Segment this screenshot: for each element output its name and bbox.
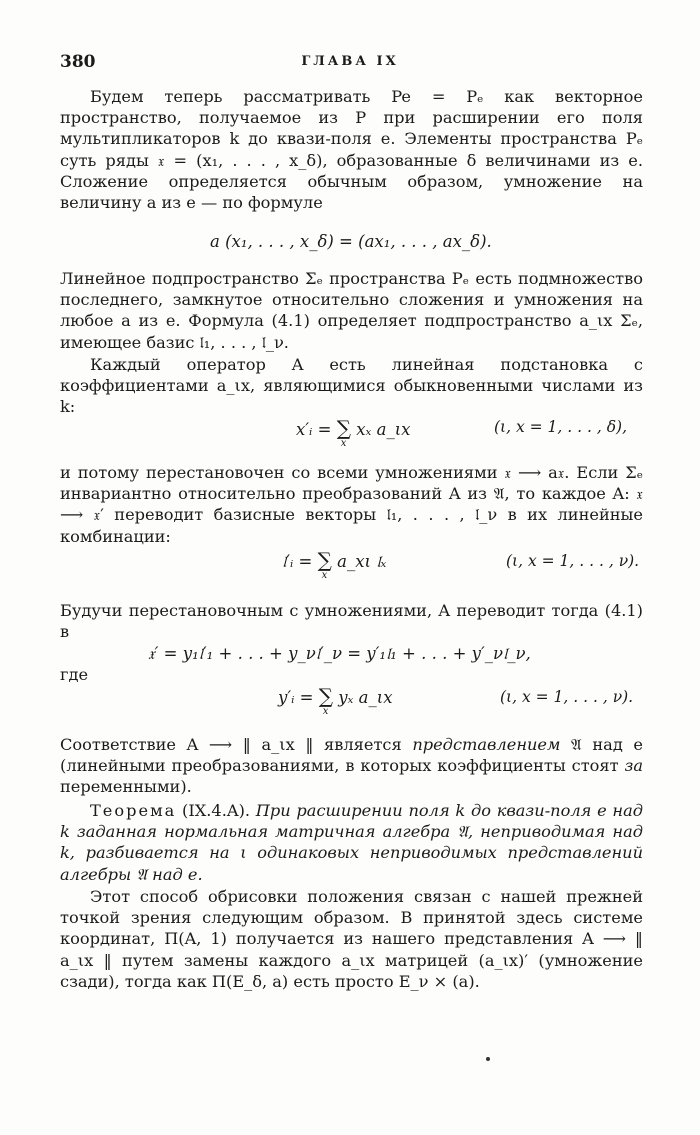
paragraph-connection: Этот способ обрисовки положения связан с нашей прежней точкой зрения следующим образом. В принятой здесь системе координат, Π(A, 1) получается из нашего представления A ⟶ ‖ a_ιx ‖ путем замены каждого a_ιx матрицей (a_ιx)′ (умножение сзади), тогда как Π(E_δ, a) есть просто E_ν × (a). xyxy=(60,887,643,991)
formula-range: (ι, x = 1, . . . , ν). xyxy=(506,552,640,570)
formula-scalar-multiplication: a (x₁, . . . , x_δ) = (ax₁, . . . , ax_δ). xyxy=(210,232,492,251)
paragraph-permutable: и потому перестановочен со всеми умножениями 𝔵 ⟶ a𝔵. Если Σₑ инвариантно относительно преобразований A из 𝔄, то каждое A: 𝔵 ⟶ 𝔵′ переводит базисные векторы 𝔩₁, . . . , 𝔩_ν в их линейные комбинации: xyxy=(60,463,643,546)
formula-linear-substitution xyxy=(296,416,411,449)
print-speck xyxy=(486,1057,490,1061)
theorem-block xyxy=(60,800,643,885)
formula-basis-transform xyxy=(282,548,387,581)
text-fragment: 𝔄 над e (линейными преобразованиями, в которых коэффициенты стоят xyxy=(60,735,644,776)
theorem-label: (IX.4.A). xyxy=(176,801,256,820)
text-fragment: переменными). xyxy=(60,777,192,797)
formula-lhs: 𝔩′ᵢ = xyxy=(282,552,318,571)
sum-symbol xyxy=(317,548,332,581)
sum-symbol xyxy=(318,684,333,717)
sum-index: x xyxy=(321,570,328,581)
formula-vector-expansion: 𝔵′ = y₁𝔩′₁ + . . . + y_ν𝔩′_ν = y′₁𝔩₁ + . . . + y′_ν𝔩_ν, xyxy=(148,644,531,663)
term-behind: за xyxy=(624,756,643,776)
formula-range: (ι, x = 1, . . . , δ), xyxy=(494,418,627,436)
formula-body: a_xι 𝔩ₓ xyxy=(337,552,387,571)
text-fragment: Соответствие A ⟶ ‖ a_ιx ‖ является xyxy=(60,735,413,754)
sum-index: x xyxy=(340,438,347,449)
paragraph-subspace: Линейное подпространство Σₑ пространства Pₑ есть подмножество последнего, замкнутое относительно сложения и умножения на любое a из e. Формула (4.1) определяет подпространство a_ιx Σₑ, имеющее базис 𝔩₁, . . . , 𝔩_ν. xyxy=(60,269,643,352)
formula-lhs: x′ᵢ = xyxy=(296,420,337,439)
theorem-statement: При расширении поля k до квази-поля e над k заданная нормальная матричная алгебра 𝔄, неприводимая над k, разбивается на ι одинаковых неприводимых представлений алгебры 𝔄 над e. xyxy=(60,801,643,884)
paragraph-representation xyxy=(60,734,643,798)
sum-sign: ∑ xyxy=(336,416,351,440)
chapter-title: ГЛАВА IX xyxy=(301,54,399,69)
formula-coordinate-transform xyxy=(278,684,393,717)
paragraph-permutable-transform: Будучи перестановочным с умножениями, A переводит тогда (4.1) в xyxy=(60,601,643,642)
word-where: где xyxy=(60,665,89,684)
formula-body: yₓ a_ιx xyxy=(338,688,393,707)
theorem-word: Теорема xyxy=(90,801,177,820)
formula-lhs: y′ᵢ = xyxy=(278,688,319,707)
page-header xyxy=(60,52,640,76)
paragraph-operator: Каждый оператор A есть линейная подстановка с коэффициентами a_ιx, являющимися обыкновенными числами из k: xyxy=(60,355,643,417)
formula-body: xₓ a_ιx xyxy=(356,420,411,439)
sum-index: x xyxy=(322,706,329,717)
formula-range: (ι, x = 1, . . . , ν). xyxy=(500,688,634,706)
paragraph-vector-space: Будем теперь рассматривать Pe = Pₑ как векторное пространство, получаемое из P при расширении его поля мультипликаторов k до квази-поля e. Элементы пространства Pₑ суть ряды 𝔵 = (x₁, . . . , x_δ), образованные δ величинами из e. Сложение определяется обычным образом, умножение на величину a из e — по формуле xyxy=(60,87,643,213)
page-number: 380 xyxy=(60,52,96,72)
sum-symbol xyxy=(336,416,351,449)
sum-sign: ∑ xyxy=(317,548,332,572)
term-representation: представлением xyxy=(412,735,561,754)
sum-sign: ∑ xyxy=(318,684,333,708)
